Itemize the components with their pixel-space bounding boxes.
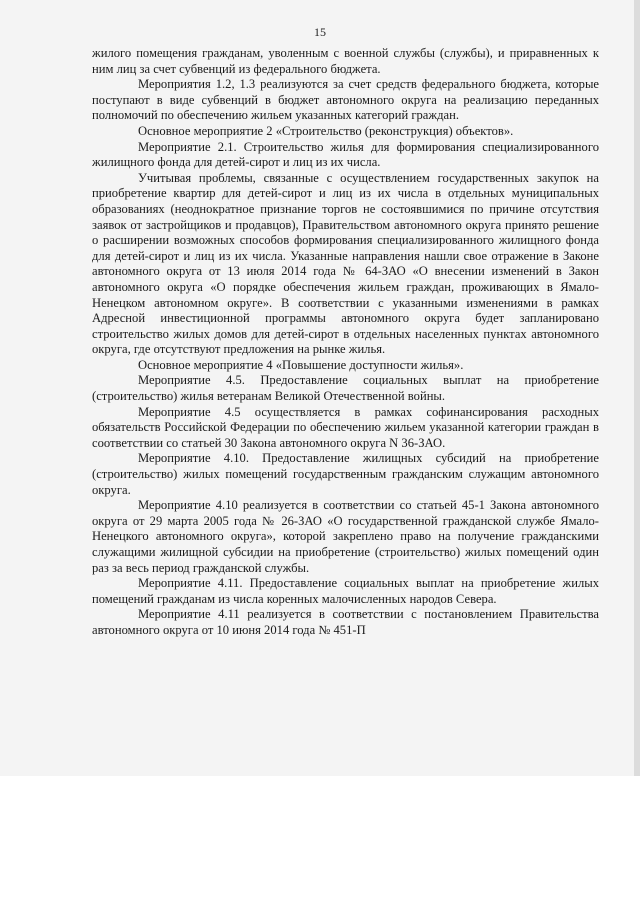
paragraph: Мероприятие 4.10. Предоставление жилищных субсидий на приобретение (строительство) жилых помещений государственным гражданским служащим автономного округа. bbox=[92, 451, 599, 497]
paragraph: Мероприятие 2.1. Строительство жилья для формирования специализированного жилищного фонда для детей-сирот и лиц из их числа. bbox=[92, 139, 599, 170]
paragraph: Основное мероприятие 2 «Строительство (реконструкция) объектов». bbox=[138, 123, 514, 138]
paragraph: Основное мероприятие 4 «Повышение доступности жилья». bbox=[138, 357, 464, 372]
paragraph: Мероприятие 4.10 реализуется в соответствии со статьей 45-1 Закона автономного округа от 29 марта 2005 года № 26-ЗАО «О государственной гражданской службе Ямало-Ненецкого автономного округа», которой закреплено право на получение гражданскими служащими жилищной субсидии на приобретение (строительство) жилых помещений один раз за весь период гражданской службы. bbox=[92, 498, 599, 575]
page-edge-shadow bbox=[634, 0, 640, 776]
paragraph: Мероприятие 4.5. Предоставление социальных выплат на приобретение (строительство) жилья ветеранам Великой Отечественной войны. bbox=[92, 373, 599, 404]
paragraph: Мероприятия 1.2, 1.3 реализуются за счет средств федерального бюджета, которые поступают в виде субвенций в бюджет автономного округа на реализацию переданных полномочий по обеспечению жильем указанных категорий граждан. bbox=[92, 77, 599, 123]
page-number: 15 bbox=[314, 25, 326, 39]
paragraph: жилого помещения гражданам, уволенным с военной службы (службы), и приравненных к ним лиц за счет субвенций из федерального бюджета. bbox=[92, 46, 599, 76]
document-body bbox=[92, 46, 599, 639]
paragraph: Мероприятие 4.11. Предоставление социальных выплат на приобретение жилых помещений гражданам из числа коренных малочисленных народов Севера. bbox=[92, 576, 599, 606]
paragraph: Учитывая проблемы, связанные с осуществлением государственных закупок на приобретение квартир для детей-сирот и лиц из их числа в отдельных муниципальных образованиях (неоднократное признание торгов не состоявшимися по причине отсутствия заявок от застройщиков и продавцов), Правительством автономного округа принято решение о расширении возможных способов формирования специализированного жилищного фонда для детей-сирот и лиц из их числа. Указанные направления нашли свое отражение в Законе автономного округа от 13 июля 2014 года № 64-ЗАО «О внесении изменений в Закон автономного округа «О порядке обеспечения жильем граждан, проживающих в Ямало-Ненецком автономном округе». В соответствии с указанными изменениями в рамках Адресной инвестиционной программы автономного округа будет запланировано строительство жилых домов для детей-сирот в отдельных населенных пунктах автономного округа, где отсутствуют предложения на рынке жилья. bbox=[92, 170, 599, 357]
paragraph: Мероприятие 4.5 осуществляется в рамках софинансирования расходных обязательств Российской Федерации по обеспечению жильем указанной категории граждан в соответствии со статьей 30 Закона автономного округа N 36-ЗАО. bbox=[92, 404, 599, 450]
paragraph: Мероприятие 4.11 реализуется в соответствии с постановлением Правительства автономного округа от 10 июня 2014 года № 451-П bbox=[92, 607, 599, 637]
